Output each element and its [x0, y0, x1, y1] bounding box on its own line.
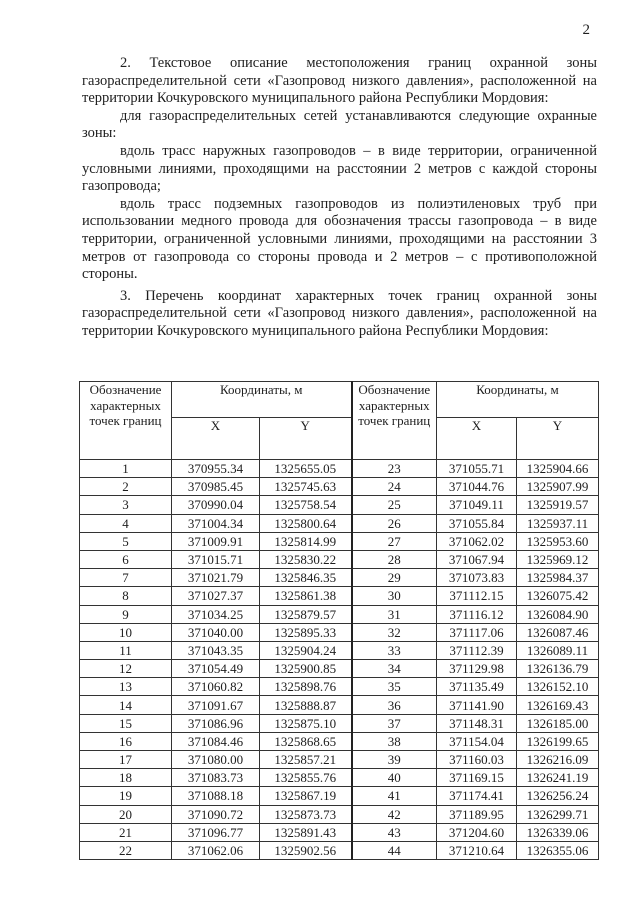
cell-point-right: 38 [352, 732, 437, 750]
cell-point-right: 30 [352, 587, 437, 605]
paragraph-underground-pipelines: вдоль трасс подземных газопроводов из полиэтиленовых труб при использовании медного провода для обозначения трассы газопровода – в виде территории, ограниченной условными линиями, проходящими на расстоянии 3 метров от газопровода со стороны провода и 2 метров – с противоположной стороны. [82, 195, 597, 283]
cell-y-left: 1325873.73 [260, 805, 352, 823]
cell-point-left: 21 [80, 823, 172, 841]
cell-y-right: 1325953.60 [517, 532, 599, 550]
table-row [80, 805, 599, 823]
cell-y-left: 1325904.24 [260, 641, 352, 659]
cell-x-left: 371083.73 [172, 769, 260, 787]
cell-x-right: 371174.41 [437, 787, 517, 805]
table-row [80, 569, 599, 587]
cell-x-left: 371015.71 [172, 550, 260, 568]
cell-x-right: 371204.60 [437, 823, 517, 841]
paragraph-zones-intro: для газораспределительных сетей устанавливаются следующие охранные зоны: [82, 107, 597, 142]
table-row [80, 714, 599, 732]
cell-point-right: 36 [352, 696, 437, 714]
cell-y-left: 1325867.19 [260, 787, 352, 805]
cell-point-left: 5 [80, 532, 172, 550]
cell-y-left: 1325800.64 [260, 514, 352, 532]
cell-point-left: 17 [80, 751, 172, 769]
cell-y-left: 1325900.85 [260, 660, 352, 678]
cell-point-left: 20 [80, 805, 172, 823]
table-row [80, 496, 599, 514]
cell-x-right: 371044.76 [437, 478, 517, 496]
cell-y-left: 1325830.22 [260, 550, 352, 568]
cell-point-right: 24 [352, 478, 437, 496]
cell-x-left: 371084.46 [172, 732, 260, 750]
table-row [80, 532, 599, 550]
cell-point-left: 18 [80, 769, 172, 787]
cell-x-right: 371154.04 [437, 732, 517, 750]
cell-point-right: 32 [352, 623, 437, 641]
cell-x-left: 371060.82 [172, 678, 260, 696]
cell-point-right: 42 [352, 805, 437, 823]
header-point-right: Обозначение характерных точек границ [352, 382, 437, 460]
cell-y-right: 1326299.71 [517, 805, 599, 823]
cell-x-left: 371034.25 [172, 605, 260, 623]
header-coords-left: Координаты, м [172, 382, 352, 418]
cell-x-right: 371116.12 [437, 605, 517, 623]
cell-point-right: 29 [352, 569, 437, 587]
cell-point-left: 19 [80, 787, 172, 805]
header-x-left: X [172, 418, 260, 460]
cell-x-left: 371021.79 [172, 569, 260, 587]
cell-y-left: 1325655.05 [260, 460, 352, 478]
cell-x-left: 371054.49 [172, 660, 260, 678]
cell-x-right: 371160.03 [437, 751, 517, 769]
cell-point-left: 3 [80, 496, 172, 514]
cell-point-left: 7 [80, 569, 172, 587]
cell-x-right: 371112.15 [437, 587, 517, 605]
cell-x-left: 371062.06 [172, 841, 260, 859]
cell-point-right: 39 [352, 751, 437, 769]
cell-x-left: 371086.96 [172, 714, 260, 732]
cell-y-left: 1325855.76 [260, 769, 352, 787]
table-row [80, 769, 599, 787]
cell-point-left: 16 [80, 732, 172, 750]
cell-point-left: 10 [80, 623, 172, 641]
cell-y-right: 1325969.12 [517, 550, 599, 568]
cell-x-left: 371040.00 [172, 623, 260, 641]
document-body [82, 55, 597, 341]
table-row [80, 787, 599, 805]
cell-y-right: 1326199.65 [517, 732, 599, 750]
header-coords-right: Координаты, м [437, 382, 599, 418]
cell-y-right: 1325907.99 [517, 478, 599, 496]
table-row [80, 550, 599, 568]
cell-point-left: 22 [80, 841, 172, 859]
cell-y-right: 1326136.79 [517, 660, 599, 678]
cell-y-right: 1326075.42 [517, 587, 599, 605]
cell-point-right: 35 [352, 678, 437, 696]
cell-point-left: 11 [80, 641, 172, 659]
cell-point-left: 4 [80, 514, 172, 532]
cell-y-right: 1325984.37 [517, 569, 599, 587]
table-row [80, 460, 599, 478]
cell-point-right: 27 [352, 532, 437, 550]
cell-y-right: 1325937.11 [517, 514, 599, 532]
paragraph-section-2: 2. Текстовое описание местоположения границ охранной зоны газораспределительной сети «Газопровод низкого давления», расположенной на территории Кочкуровского муниципального района Республики Мордовия: [82, 55, 597, 107]
cell-point-left: 2 [80, 478, 172, 496]
cell-y-left: 1325895.33 [260, 623, 352, 641]
cell-y-right: 1326256.24 [517, 787, 599, 805]
cell-point-right: 43 [352, 823, 437, 841]
cell-x-left: 371027.37 [172, 587, 260, 605]
cell-point-right: 28 [352, 550, 437, 568]
cell-x-left: 370985.45 [172, 478, 260, 496]
cell-x-left: 371091.67 [172, 696, 260, 714]
cell-x-right: 371148.31 [437, 714, 517, 732]
cell-y-left: 1325875.10 [260, 714, 352, 732]
table-row [80, 587, 599, 605]
cell-y-right: 1326355.06 [517, 841, 599, 859]
table-row [80, 605, 599, 623]
cell-point-left: 8 [80, 587, 172, 605]
header-point-left: Обозначение характерных точек границ [80, 382, 172, 460]
paragraph-outdoor-pipelines: вдоль трасс наружных газопроводов – в виде территории, ограниченной условными линиями, проходящими на расстоянии 2 метров с каждой стороны газопровода; [82, 142, 597, 195]
page-number: 2 [582, 22, 590, 38]
cell-point-left: 13 [80, 678, 172, 696]
cell-y-left: 1325868.65 [260, 732, 352, 750]
cell-x-right: 371169.15 [437, 769, 517, 787]
cell-y-right: 1326241.19 [517, 769, 599, 787]
cell-x-left: 371088.18 [172, 787, 260, 805]
table-row [80, 841, 599, 859]
cell-y-right: 1326084.90 [517, 605, 599, 623]
header-x-right: X [437, 418, 517, 460]
table-row [80, 514, 599, 532]
cell-y-left: 1325814.99 [260, 532, 352, 550]
cell-x-right: 371112.39 [437, 641, 517, 659]
cell-x-right: 371189.95 [437, 805, 517, 823]
cell-y-left: 1325898.76 [260, 678, 352, 696]
cell-point-right: 41 [352, 787, 437, 805]
cell-y-right: 1326185.00 [517, 714, 599, 732]
cell-x-left: 371009.91 [172, 532, 260, 550]
cell-point-right: 34 [352, 660, 437, 678]
cell-y-right: 1326169.43 [517, 696, 599, 714]
cell-point-right: 37 [352, 714, 437, 732]
cell-y-left: 1325846.35 [260, 569, 352, 587]
cell-x-left: 370955.34 [172, 460, 260, 478]
table-row [80, 751, 599, 769]
cell-y-left: 1325745.63 [260, 478, 352, 496]
table-row [80, 732, 599, 750]
cell-x-left: 371090.72 [172, 805, 260, 823]
cell-y-right: 1326087.46 [517, 623, 599, 641]
cell-x-left: 371080.00 [172, 751, 260, 769]
cell-point-right: 26 [352, 514, 437, 532]
cell-point-left: 1 [80, 460, 172, 478]
cell-point-left: 15 [80, 714, 172, 732]
table-row [80, 696, 599, 714]
cell-y-right: 1325919.57 [517, 496, 599, 514]
cell-y-left: 1325857.21 [260, 751, 352, 769]
cell-point-right: 40 [352, 769, 437, 787]
cell-x-left: 371096.77 [172, 823, 260, 841]
cell-y-right: 1326339.06 [517, 823, 599, 841]
cell-point-left: 12 [80, 660, 172, 678]
table-row [80, 823, 599, 841]
cell-x-left: 371043.35 [172, 641, 260, 659]
coordinates-table-body [80, 460, 599, 860]
cell-y-right: 1326216.09 [517, 751, 599, 769]
cell-x-right: 371049.11 [437, 496, 517, 514]
cell-point-left: 6 [80, 550, 172, 568]
table-row [80, 660, 599, 678]
cell-x-left: 370990.04 [172, 496, 260, 514]
cell-y-left: 1325902.56 [260, 841, 352, 859]
cell-x-right: 371073.83 [437, 569, 517, 587]
table-row [80, 623, 599, 641]
paragraph-section-3: 3. Перечень координат характерных точек границ охранной зоны газораспределительной сети «Газопровод низкого давления», расположенной на территории Кочкуровского муниципального района Республики Мордовия: [82, 287, 597, 339]
cell-point-right: 31 [352, 605, 437, 623]
table-row [80, 641, 599, 659]
cell-point-right: 33 [352, 641, 437, 659]
cell-point-right: 23 [352, 460, 437, 478]
cell-x-right: 371210.64 [437, 841, 517, 859]
cell-y-left: 1325891.43 [260, 823, 352, 841]
header-y-left: Y [260, 418, 352, 460]
table-row [80, 478, 599, 496]
cell-x-right: 371135.49 [437, 678, 517, 696]
cell-x-right: 371117.06 [437, 623, 517, 641]
cell-point-left: 14 [80, 696, 172, 714]
cell-x-right: 371055.84 [437, 514, 517, 532]
cell-y-right: 1325904.66 [517, 460, 599, 478]
cell-x-right: 371129.98 [437, 660, 517, 678]
cell-y-left: 1325758.54 [260, 496, 352, 514]
header-y-right: Y [517, 418, 599, 460]
cell-y-right: 1326089.11 [517, 641, 599, 659]
cell-x-left: 371004.34 [172, 514, 260, 532]
cell-y-left: 1325888.87 [260, 696, 352, 714]
cell-x-right: 371055.71 [437, 460, 517, 478]
cell-y-left: 1325861.38 [260, 587, 352, 605]
coordinates-table [79, 381, 599, 860]
table-row [80, 678, 599, 696]
cell-point-right: 25 [352, 496, 437, 514]
cell-x-right: 371141.90 [437, 696, 517, 714]
cell-x-right: 371067.94 [437, 550, 517, 568]
cell-point-left: 9 [80, 605, 172, 623]
cell-y-left: 1325879.57 [260, 605, 352, 623]
cell-y-right: 1326152.10 [517, 678, 599, 696]
cell-point-right: 44 [352, 841, 437, 859]
cell-x-right: 371062.02 [437, 532, 517, 550]
